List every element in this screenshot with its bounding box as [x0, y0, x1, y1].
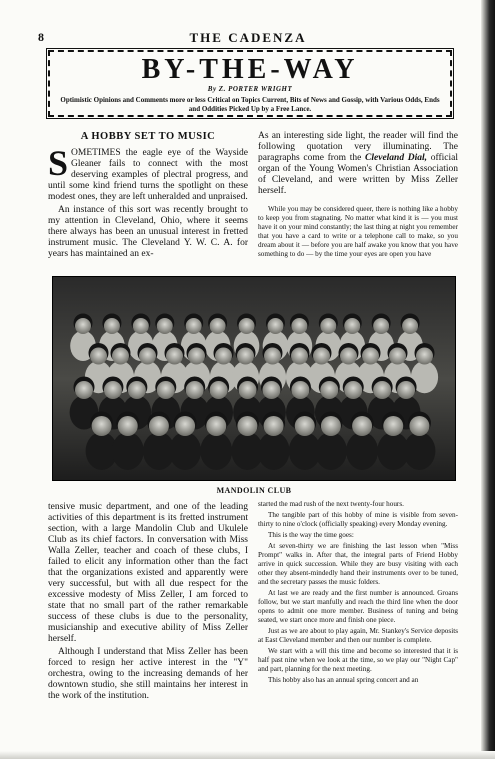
quoted-paragraph-5: At seven-thirty we are finishing the last lesson when "Miss Prompt" walks in. After that, the integral parts of Friend Hobby arrive in quick succession. While they are busy visiting with each other they absent-mindedly hand their instruments over to be tuned, and the secretary passes the music folders.: [258, 542, 458, 586]
club-member-face: [313, 348, 330, 365]
running-head: [38, 30, 458, 44]
club-member-face: [295, 416, 315, 436]
masthead-description: Optimistic Opinions and Comments more or less Critical on Topics Current, Bits of News and Gossip, with Various Odds, Ends and Oddities Picked Up by a Free Lance.: [60, 96, 440, 113]
club-member-face: [157, 381, 175, 399]
club-member-face: [188, 348, 205, 365]
club-member-face: [373, 318, 389, 334]
club-member-face: [344, 381, 362, 399]
club-member-face: [92, 416, 112, 436]
club-member-face: [373, 381, 391, 399]
left-column-top: [48, 131, 248, 262]
masthead-title: BY-THE-WAY: [141, 54, 359, 85]
masthead-author: By Z. PORTER WRIGHT: [207, 85, 293, 93]
intro-text-b: official organ of the Young Women's Christian Association of Cleveland, and were written by Miss Zeller herself.: [258, 153, 458, 196]
quoted-paragraph-7: Just as we are about to play again, Mr. Stankey's Service deposits at East Cleveland member and then our number is complete.: [258, 627, 458, 644]
club-member-face: [409, 416, 429, 436]
club-member-figure: [403, 432, 435, 470]
club-member-face: [210, 318, 226, 334]
quoted-paragraph-8: We start with a will this time and become so interested that it is half past nine when we look at the time, so we play our "Night Cap" and part, planning for the next meeting.: [258, 647, 458, 673]
intro-text-a: As an interesting side light, the reader will find the following quotation very illuminating. The paragraphs come from the: [258, 131, 458, 163]
club-member-figure: [200, 432, 232, 470]
club-member-face: [267, 318, 283, 334]
club-member-face: [352, 416, 372, 436]
club-member-face: [112, 348, 129, 365]
club-member-face: [291, 318, 307, 334]
paragraph-4: Although I understand that Miss Zeller has been forced to resign her active interest in the "Y" orchestra, owing to the increasing demands of her downtown studio, she still maintains her interest in the work of the institution.: [48, 647, 248, 701]
club-member-face: [362, 348, 379, 365]
right-column-bottom: [258, 500, 458, 687]
page-number: 8: [38, 30, 44, 44]
club-member-figure: [169, 432, 201, 470]
paragraph-2: An instance of this sort was recently brought to my attention in Cleveland, Ohio, where it seems there always has been an unusual interest in fretted instrument music. The Cleveland Y. W. C. A. for years has maintained an ex-: [48, 205, 248, 259]
club-member-face: [206, 416, 226, 436]
club-member-face: [239, 318, 255, 334]
club-member-face: [239, 381, 257, 399]
club-member-figure: [315, 432, 347, 470]
club-member-face: [264, 348, 281, 365]
club-member-figure: [258, 432, 290, 470]
group-photo-image: [53, 277, 456, 481]
quoted-paragraph-9: This hobby also has an annual spring concert and an: [268, 676, 419, 684]
club-member-face: [291, 348, 308, 365]
club-member-face: [75, 381, 93, 399]
club-member-face: [237, 416, 257, 436]
club-member-face: [157, 318, 173, 334]
club-member-face: [291, 381, 309, 399]
club-member-face: [210, 381, 228, 399]
intro-quote-paragraph: [258, 131, 458, 197]
mandolin-club-photo: [52, 276, 456, 481]
club-member-face: [383, 416, 403, 436]
club-member-face: [262, 381, 280, 399]
quoted-paragraph-6: At last we are ready and the first number is announced. Groans follow, but we start manfully and reach the third line when the door opens to admit one more member. Business of tuning and being seated, we start once more and finish one piece.: [258, 589, 458, 624]
club-member-face: [186, 318, 202, 334]
photo-caption: MANDOLIN CLUB: [216, 486, 292, 495]
page-edge-shadow: [481, 0, 495, 759]
club-member-face: [389, 348, 406, 365]
club-member-face: [237, 348, 254, 365]
club-member-face: [90, 348, 107, 365]
club-member-face: [133, 318, 149, 334]
club-member-face: [402, 318, 418, 334]
club-member-face: [320, 381, 338, 399]
drop-cap: S: [48, 143, 69, 183]
club-member-figure: [112, 432, 144, 470]
club-member-face: [139, 348, 156, 365]
paragraph-3: tensive music department, and one of the leading activities of this department is its fretted instrument section, with a large Mandolin Club and Ukulele Club as its chief factors. In conversation with Miss Walla Zeller, teacher and coach of these clubs, I failed to elicit any information other than the fact that the organizations existed and apparently were very successful, but with all due respect for the excessive modesty of Miss Zeller, I am forced to state that no small part of the rather remarkable success of these clubs is due to the personality, musicianship and executive ability of Miss Zeller herself.: [48, 502, 248, 644]
club-member-face: [104, 381, 122, 399]
right-column-top: [258, 131, 458, 261]
club-member-face: [104, 318, 120, 334]
club-member-face: [149, 416, 169, 436]
club-member-face: [321, 416, 341, 436]
club-member-face: [166, 348, 183, 365]
club-member-face: [186, 381, 204, 399]
club-member-face: [215, 348, 232, 365]
left-column-bottom: [48, 502, 248, 704]
club-member-face: [75, 318, 91, 334]
club-member-face: [175, 416, 195, 436]
club-member-figure: [346, 432, 378, 470]
club-member-face: [320, 318, 336, 334]
publication-name: Cleveland Dial,: [365, 153, 428, 163]
article-heading: A HOBBY SET TO MUSIC: [80, 131, 216, 142]
opening-paragraph: [48, 143, 248, 203]
opening-paragraph-text: OMETIMES the eagle eye of the Wayside Gleaner fails to connect with the most deserving examples of plectral progress, and until some kind friend turns the spotlight on these modest ones, they are left unheralded and unpraised.: [48, 148, 248, 202]
publication-title: THE CADENZA: [189, 30, 307, 45]
quoted-paragraph-4: This is the way the time goes:: [268, 531, 354, 539]
quoted-paragraph-3: The tangible part of this hobby of mine is visible from seven-thirty to nine o'clock (officially speaking) every Monday evening.: [258, 511, 458, 528]
club-member-face: [344, 318, 360, 334]
club-member-face: [340, 348, 357, 365]
club-member-face: [397, 381, 415, 399]
quoted-paragraph-2: started the mad rush of the next twenty-four hours.: [258, 500, 404, 508]
club-member-face: [264, 416, 284, 436]
quoted-paragraph: While you may be considered queer, there is nothing like a hobby to keep you from stagnating. No matter what kind it is — you must have it on your mind constantly; the last thing at night you remember that you have a card to write or a telephone call to make, so you dream about it — before you are half awake you know that you have something to do — by the time your eyes are open you have: [258, 205, 458, 258]
page-bottom-edge: [0, 751, 495, 759]
column-masthead: [48, 50, 452, 117]
club-member-face: [128, 381, 146, 399]
club-member-face: [118, 416, 138, 436]
club-member-face: [416, 348, 433, 365]
